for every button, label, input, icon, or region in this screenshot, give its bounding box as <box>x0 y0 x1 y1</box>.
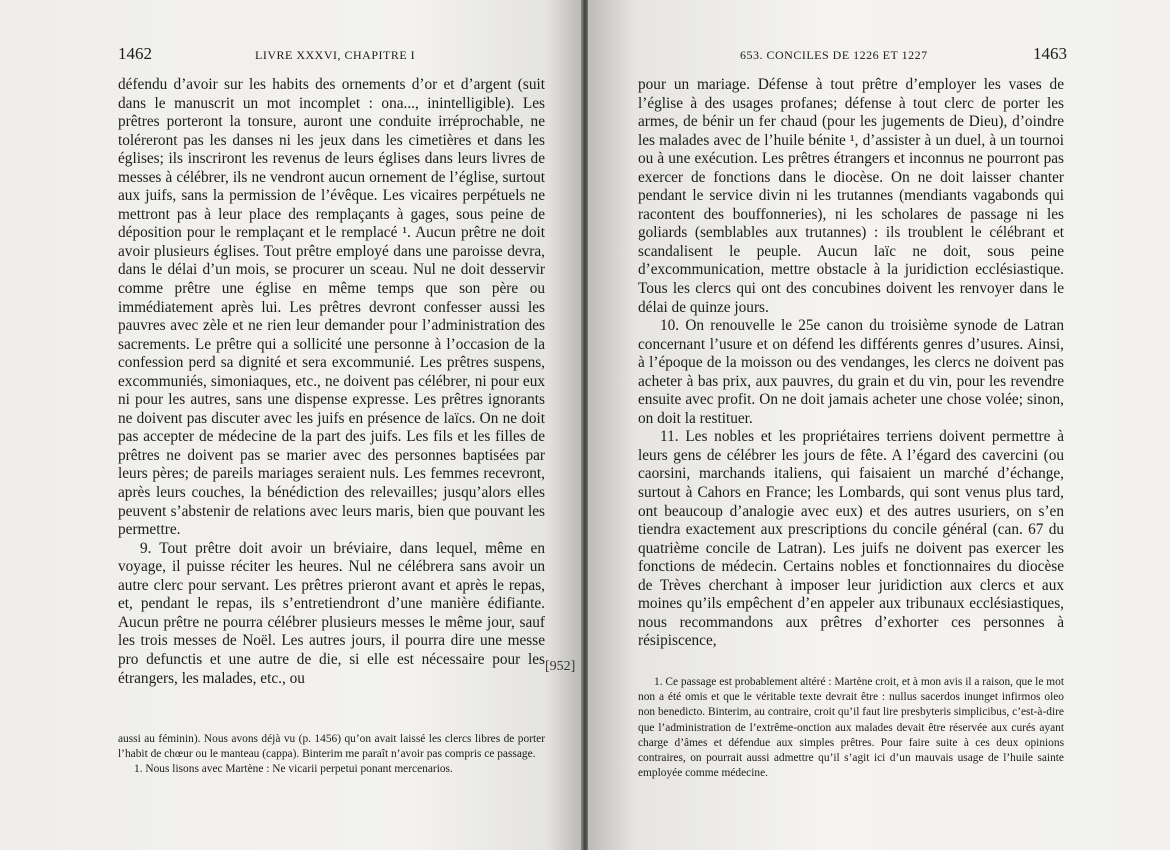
margin-page-marker: [952] <box>545 659 576 674</box>
left-paragraph-2: 9. Tout prêtre doit avoir un bréviaire, dans lequel, même en voyage, il puisse réciter les heures. Nul ne célébrera sans avoir un autre clerc pour servant. Les prêtres prieront avant et après le repas, et, pendant le repas, ils s’entretiendront d’une manière édifiante. Aucun prêtre ne pourra célébrer plusieurs messes le même jour, sauf les trois messes de Noël. Les autres jours, il pourra dire une messe pro defunctis et une autre de die, si elle est nécessaire pour les étrangers, les malades, etc., ou <box>118 539 545 687</box>
right-paragraph-2: 10. On renouvelle le 25e canon du troisième synode de Latran concernant l’usure et on défend les différents genres d’usures. Ainsi, à l’époque de la moisson ou des vendanges, les clercs ne doivent pas acheter à bas prix, aux pauvres, du grain et du vin, pour les revendre ensuite avec profit. On ne doit jamais acheter une chose volée; sinon, on doit la restituer. <box>638 317 1064 427</box>
right-paragraph-3: 11. Les nobles et les propriétaires terriens doivent permettre à leurs gens de célébrer les jours de fête. A l’égard des cavercini (ou caorsini, marchands italiens, qui faisaient un marché d’échange, surtout à Cahors en France; les Lombards, qui sont venus plus tard, ont beaucoup d’analogie avec eux) et des autres usuriers, on s’en tiendra exactement aux prescriptions du concile général (can. 67 du quatrième concile de Latran). Les juifs ne doivent pas exercer les fonctions de médecin. Certains nobles et fonctionnaires du diocèse de Trèves cherchant à imposer leur juridiction aux clercs et aux moines qu’ils empêchent d’en appeler aux tribunaux ecclésiastiques, nous recommandons aux prêtres d’exhorter ces personnes à résipiscence, <box>638 428 1064 650</box>
right-page <box>588 0 1170 850</box>
left-footnote-1: 1. Nous lisons avec Martène : Ne vicarii perpetui ponant mercenarios. <box>134 763 453 776</box>
left-footnote-continuation: aussi au féminin). Nous avons déjà vu (p. 1456) qu’on avait laissé les clercs libres de porter l’habit de chœur ou le manteau (cappa). Binterim me paraît n’avoir pas compris ce passage. <box>118 733 545 761</box>
right-page-number: 1463 <box>1033 44 1067 63</box>
left-footnotes <box>118 732 545 778</box>
right-footnote-1: 1. Ce passage est probablement altéré : Martène croit, et à mon avis il a raison, que le mot non a été omis et que le véritable texte devrait être : nullus sacerdos inunget infirmos oleo non benedicto. Binterim, au contraire, croit qu’il faut lire presbyteris simplicibus, c’est-à-dire que l’administration de l’extrême-onction aux malades devait être réservée aux curés ayant charge d’âmes et défendue aux simples prêtres. Pour faire suite à ces deux opinions contraires, on pourrait aussi admettre qu’il s’agit ici d’un mauvais usage de l’huile sainte employée comme médecine. <box>638 676 1064 780</box>
right-footnotes <box>638 675 1064 781</box>
left-running-header: LIVRE XXXVI, CHAPITRE I <box>255 48 416 62</box>
left-page <box>0 0 582 850</box>
left-body-text <box>118 76 545 688</box>
left-paragraph-1: défendu d’avoir sur les habits des ornements d’or et d’argent (suit dans le manuscrit un mot incomplet : ona..., inintelligible). Les prêtres porteront la tonsure, auront une conduite irréprochable, ne toléreront pas les danses ni les jeux dans les cimetières et dans les églises; ils inscriront les revenus de leurs églises dans leurs livres de messes à célébrer, ils ne vendront aucun ornement de l’église, surtout aux juifs, sans la permission de l’évêque. Les vicaires perpétuels ne mettront pas à leur place des remplaçants à gages, sous peine de déposition pour le remplaçant et le remplacé ¹. Aucun prêtre ne doit avoir plusieurs églises. Tout prêtre employé dans une paroisse devra, dans le délai d’un mois, se procurer un sceau. Nul ne doit desservir comme prêtre une église en même temps que son père ou immédiatement après lui. Les prêtres devront confesser aussi les pauvres avec zèle et ne rien leur demander pour l’administration des sacrements. Le prêtre qui a sollicité une personne à l’occasion de la confession perd sa dignité et sera excommunié. Les prêtres suspens, excommuniés, simoniaques, etc., ne doivent pas célébrer, ni pour eux ni pour les autres, sans une dispense expresse. Les prêtres ignorants ne doivent pas discuter avec les juifs en présence de laïcs. On ne doit pas accepter de médecine de la part des juifs. Les fils et les filles de prêtres ne doivent pas se marier avec des personnes baptisées par leurs pères; de pareils mariages seraient nuls. Les femmes recevront, après leurs couches, la bénédiction des relevailles; jusqu’alors elles peuvent s’abstenir de relations avec leurs maris, bien que pouvant les permettre. <box>118 76 545 539</box>
right-paragraph-1: pour un mariage. Défense à tout prêtre d’employer les vases de l’église à des usages profanes; défense à tout clerc de porter les armes, de bénir un fer chaud (pour les jugements de Dieu), d’oindre les malades avec de l’huile bénite ¹, d’assister à un duel, à un tournoi ou à une exécution. Les prêtres étrangers et inconnus ne pourront pas exercer de fonctions dans le diocèse. On ne doit laisser chanter pendant le service divin ni les trutannes (mendiants vagabonds qui racontent des bouffonneries), ni les scholares de passage ni les goliards (semblables aux trutannes) : ils troublent le célébrant et scandalisent le peuple. Aucun laïc ne doit, sous peine d’excommunication, mettre obstacle à la juridiction ecclésiastique. Tous les clercs qui ont des concubines doivent les renvoyer dans le délai de quinze jours. <box>638 76 1064 316</box>
left-page-number: 1462 <box>118 44 152 63</box>
right-body-text <box>638 76 1064 651</box>
right-running-header: 653. CONCILES DE 1226 ET 1227 <box>740 48 928 62</box>
